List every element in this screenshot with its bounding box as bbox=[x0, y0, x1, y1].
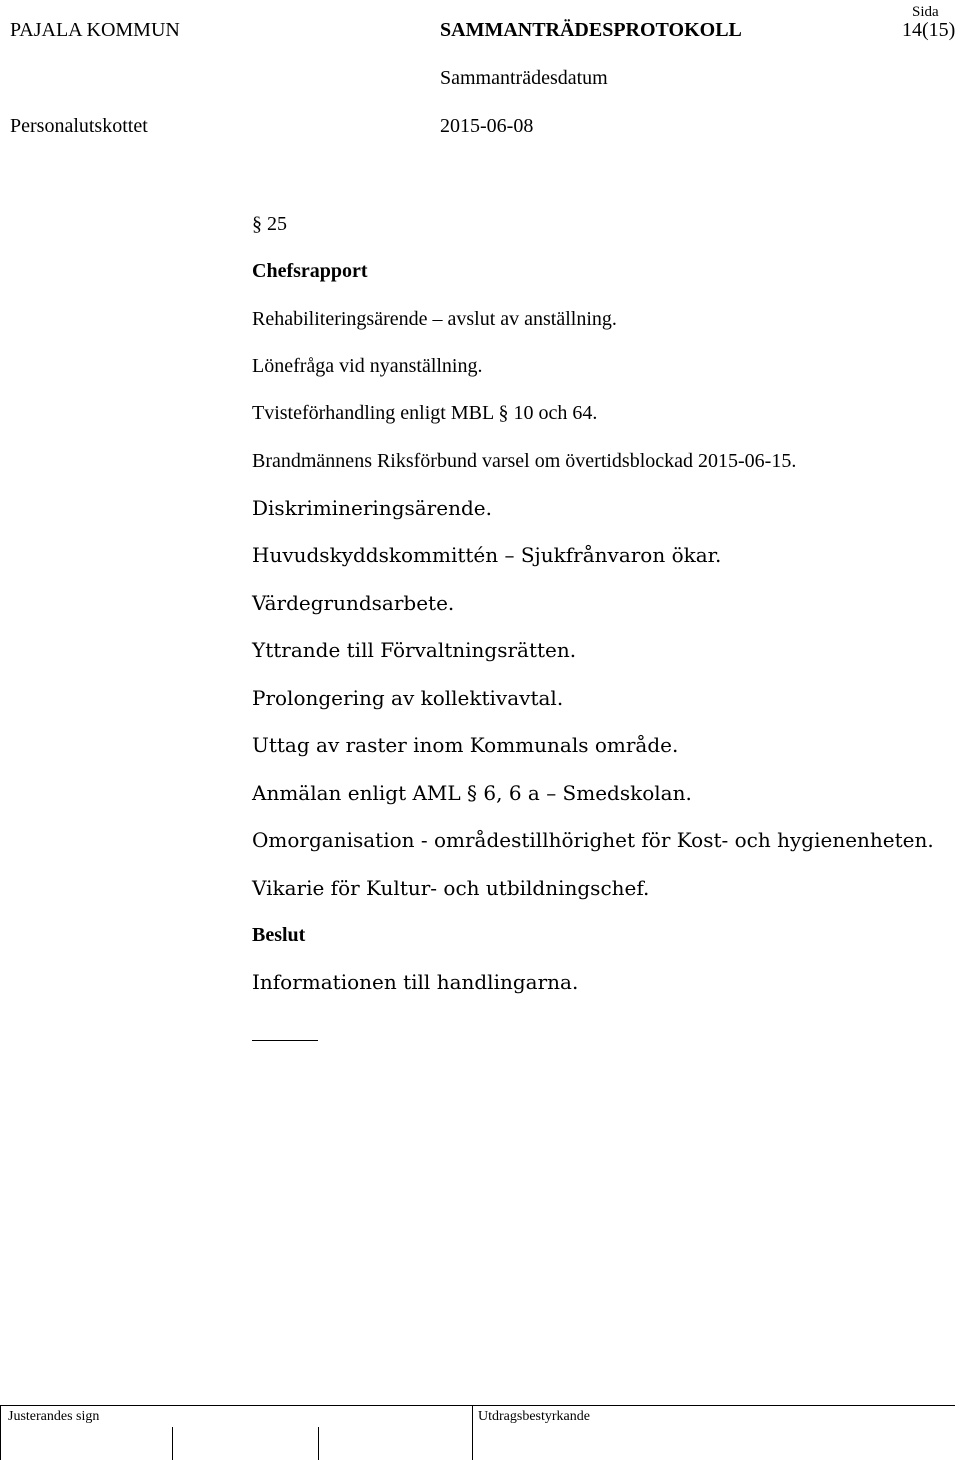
list-item: Anmälan enligt AML § 6, 6 a – Smedskolan. bbox=[252, 781, 692, 805]
page-label: Sida bbox=[912, 4, 939, 20]
section-number: § 25 bbox=[252, 213, 287, 235]
list-item: Lönefråga vid nyanställning. bbox=[252, 355, 483, 377]
list-item: Prolongering av kollektivavtal. bbox=[252, 686, 564, 710]
footer-top-rule bbox=[0, 1405, 955, 1406]
decision-text: Informationen till handlingarna. bbox=[252, 970, 579, 994]
section-title: Chefsrapport bbox=[252, 260, 368, 282]
section-end-rule bbox=[252, 1040, 318, 1041]
list-item: Omorganisation - områdestillhörighet för Kost- och hygienenheten. bbox=[252, 828, 934, 852]
utdragsbestyrkande-label: Utdragsbestyrkande bbox=[478, 1409, 590, 1424]
list-item: Brandmännens Riksförbund varsel om övertidsblockad 2015-06-15. bbox=[252, 450, 797, 472]
list-item: Tvisteförhandling enligt MBL § 10 och 64. bbox=[252, 402, 598, 424]
date-label: Sammanträdesdatum bbox=[440, 67, 608, 89]
committee-name: Personalutskottet bbox=[10, 115, 148, 137]
decision-heading: Beslut bbox=[252, 924, 306, 946]
list-item: Rehabiliteringsärende – avslut av anställning. bbox=[252, 308, 617, 330]
justerandes-sign-label: Justerandes sign bbox=[8, 1409, 100, 1424]
list-item: Yttrande till Förvaltningsrätten. bbox=[252, 638, 577, 662]
page-number: 14(15) bbox=[902, 19, 956, 41]
signature-box-divider bbox=[172, 1427, 173, 1460]
document-type: SAMMANTRÄDESPROTOKOLL bbox=[440, 19, 742, 41]
signature-footer bbox=[0, 1405, 960, 1460]
list-item: Värdegrundsarbete. bbox=[252, 591, 455, 615]
footer-divider bbox=[0, 1405, 1, 1460]
meeting-date: 2015-06-08 bbox=[440, 115, 534, 137]
list-item: Vikarie för Kultur- och utbildningschef. bbox=[252, 876, 650, 900]
list-item: Uttag av raster inom Kommunals område. bbox=[252, 733, 679, 757]
organization-name: PAJALA KOMMUN bbox=[10, 19, 180, 41]
signature-box-divider bbox=[318, 1427, 319, 1460]
list-item: Diskrimineringsärende. bbox=[252, 496, 492, 520]
footer-divider bbox=[472, 1405, 473, 1460]
list-item: Huvudskyddskommittén – Sjukfrånvaron ökar. bbox=[252, 543, 722, 567]
